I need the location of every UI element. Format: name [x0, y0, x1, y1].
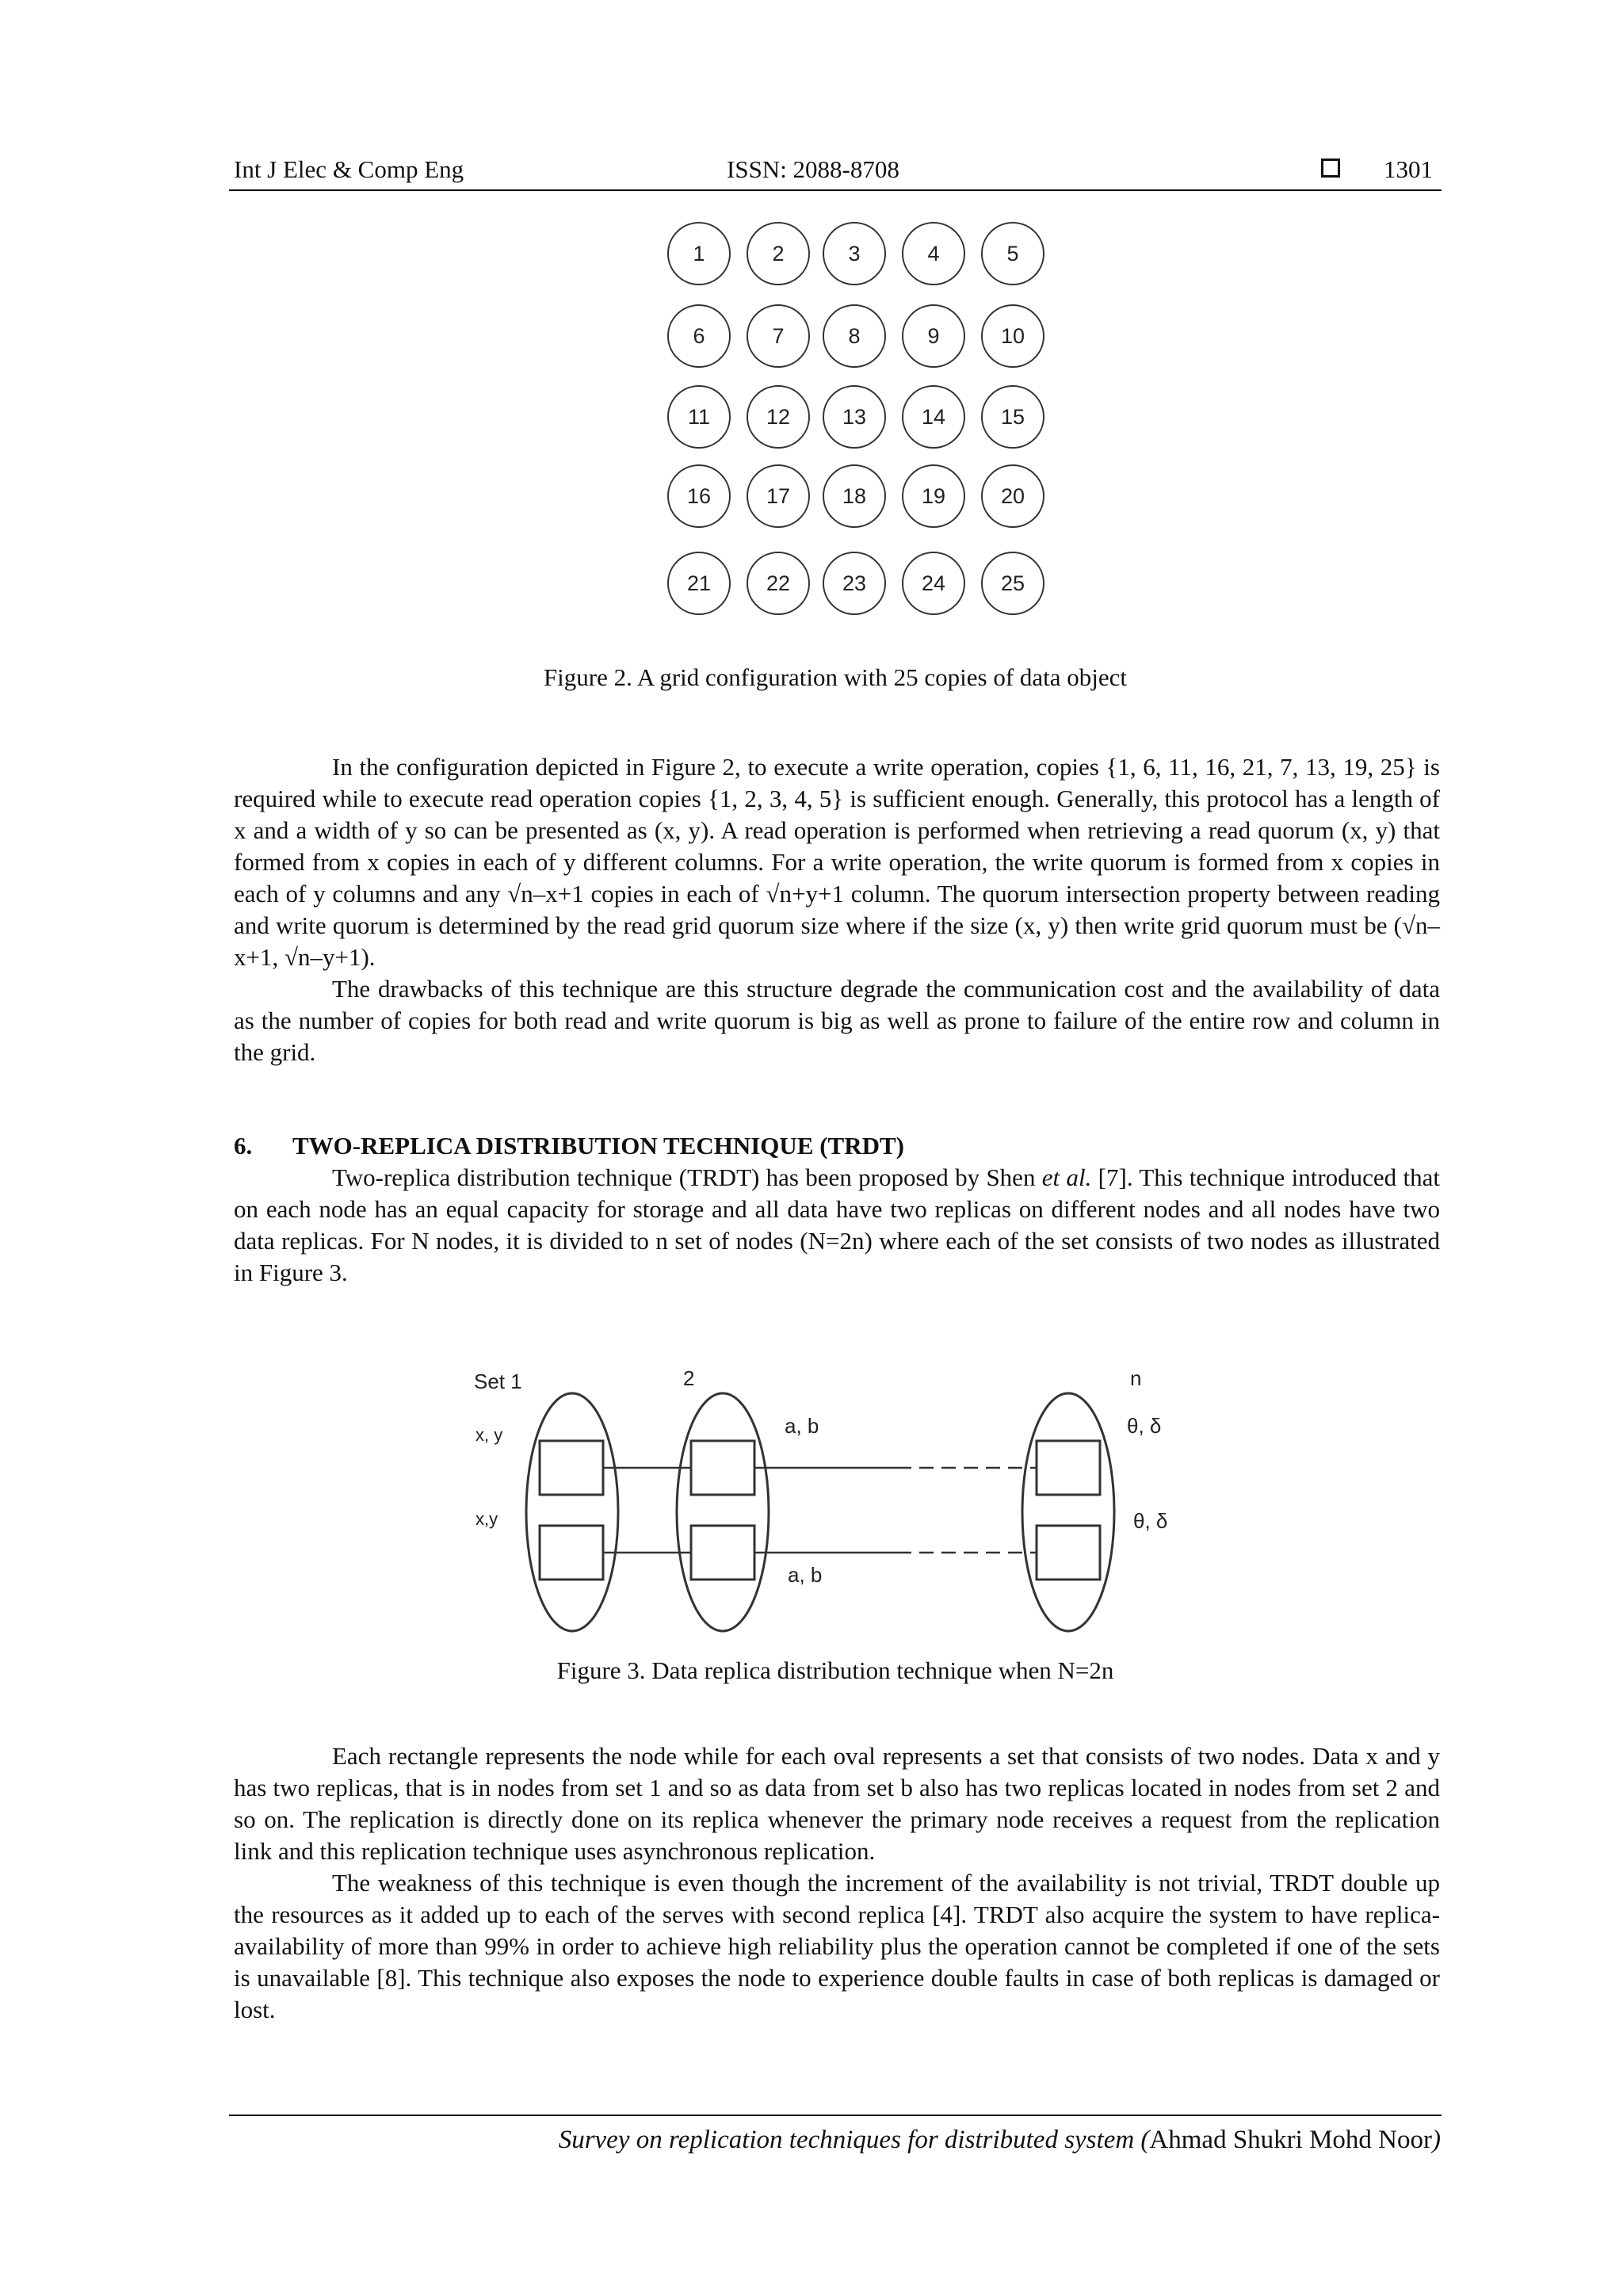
header-rule	[229, 189, 1442, 191]
grid-node: 8	[823, 304, 886, 368]
grid-node: 23	[823, 552, 886, 615]
label-theta-top: θ, δ	[1127, 1414, 1162, 1438]
label-xy-top: x, y	[475, 1425, 503, 1445]
label-xy-bottom: x,y	[475, 1509, 498, 1529]
grid-node: 12	[747, 385, 810, 449]
set-1-oval	[526, 1393, 618, 1631]
grid-node: 2	[747, 222, 810, 285]
journal-name: Int J Elec & Comp Eng	[234, 155, 464, 183]
set-n-oval	[1022, 1393, 1114, 1631]
grid-node: 10	[981, 304, 1044, 368]
grid-node: 11	[667, 385, 731, 449]
footer-author: Ahmad Shukri Mohd Noor	[1149, 2126, 1432, 2154]
grid-node: 18	[823, 464, 886, 528]
figure-2-grid	[650, 212, 1062, 640]
footer-title: Survey on replication techniques for distributed system (	[558, 2126, 1150, 2154]
section-number: 6.	[234, 1132, 253, 1159]
grid-node: 14	[902, 385, 965, 449]
label-set-n: n	[1130, 1366, 1142, 1390]
set-1-node-top	[540, 1441, 603, 1495]
header-box-icon	[1321, 159, 1340, 178]
footer-citation	[559, 2124, 1441, 2156]
grid-node: 21	[667, 552, 731, 615]
grid-node: 6	[667, 304, 731, 368]
grid-node: 25	[981, 552, 1044, 615]
figure-3-caption: Figure 3. Data replica distribution technique when N=2n	[556, 1656, 1114, 1684]
trdt-intro-etal: et al.	[1041, 1163, 1092, 1191]
section-heading	[234, 1130, 904, 1162]
grid-node: 5	[981, 222, 1044, 285]
grid-node: 4	[902, 222, 965, 285]
paragraph-trdt-description: Each rectangle represents the node while for each oval represents a set that consists of two nodes. Data x and y has two replicas, that is in nodes from set 1 and so as data from set b also has two replicas located in nodes from set 2 and so on. The replication is directly done on its replica whenever the primary node receives a request from the replication link and this replication technique uses asynchronous replication.	[234, 1742, 1440, 1865]
grid-node: 1	[667, 222, 731, 285]
section-title: TWO-REPLICA DISTRIBUTION TECHNIQUE (TRDT)	[292, 1132, 904, 1159]
set-1-node-bottom	[540, 1526, 603, 1580]
page-number: 1301	[1384, 155, 1433, 183]
grid-node: 17	[747, 464, 810, 528]
grid-node: 13	[823, 385, 886, 449]
set-2-node-top	[691, 1441, 754, 1495]
set-2-node-bottom	[691, 1526, 754, 1580]
paragraph-grid-drawbacks: The drawbacks of this technique are this structure degrade the communication cost and the availability of data as the number of copies for both read and write quorum is big as well as prone to failure of the entire row and column in the grid.	[234, 975, 1440, 1066]
grid-node: 16	[667, 464, 731, 528]
paragraph-trdt-intro	[234, 1162, 1440, 1289]
label-set-2: 2	[683, 1366, 695, 1390]
grid-node: 19	[902, 464, 965, 528]
grid-node: 20	[981, 464, 1044, 528]
issn: ISSN: 2088-8708	[727, 155, 899, 183]
grid-node: 22	[747, 552, 810, 615]
grid-node: 15	[981, 385, 1044, 449]
footer-rule	[229, 2115, 1442, 2116]
grid-node: 9	[902, 304, 965, 368]
trdt-intro-text-2: [7]. This technique introduced that on each node has an equal capacity for storage and all data have two replicas on different nodes and all nodes have two data replicas. For N nodes, it is divided to n set of nodes (N=2n) where each of the set consists of two nodes as illustrated in Figure 3.	[234, 1163, 1440, 1286]
set-2-oval	[677, 1393, 769, 1631]
figure-3-svg	[468, 1363, 1212, 1633]
set-n-node-bottom	[1037, 1526, 1100, 1580]
label-ab-bottom: a, b	[788, 1563, 823, 1587]
footer-close: )	[1432, 2126, 1441, 2154]
grid-node: 24	[902, 552, 965, 615]
paragraph-grid-quorum: In the configuration depicted in Figure 2, to execute a write operation, copies {1, 6, 11, 16, 21, 7, 13, 19, 25} is required while to execute read operation copies {1, 2, 3, 4, 5} is sufficient enough. Generally, this protocol has a length of x and a width of y so can be presented as (x, y). A read operation is performed when retrieving a read quorum (x, y) that formed from x copies in each of y different columns. For a write operation, the write quorum is formed from x copies in each of y columns and any √n–x+1 copies in each of √n+y+1 column. The quorum intersection property between reading and write quorum is determined by the read grid quorum size where if the size (x, y) then write grid quorum must be (√n–x+1, √n–y+1).	[234, 753, 1440, 971]
label-set-1: Set 1	[474, 1370, 522, 1393]
figure-3-diagram	[468, 1363, 1212, 1633]
trdt-intro-text-1: Two-replica distribution technique (TRDT) has been proposed by Shen	[332, 1163, 1042, 1191]
label-theta-bottom: θ, δ	[1133, 1509, 1168, 1533]
paragraph-trdt-weakness: The weakness of this technique is even though the increment of the availability is not trivial, TRDT double up the resources as it added up to each of the serves with second replica [4]. TRDT also acquire the system to have replica-availability of more than 99% in order to achieve high reliability plus the operation cannot be completed if one of the sets is unavailable [8]. This technique also exposes the node to experience double faults in case of both replicas is damaged or lost.	[234, 1869, 1440, 2023]
grid-node: 3	[823, 222, 886, 285]
figure-2-caption: Figure 2. A grid configuration with 25 copies of data object	[543, 663, 1128, 691]
set-n-node-top	[1037, 1441, 1100, 1495]
label-ab-top: a, b	[785, 1414, 819, 1438]
grid-node: 7	[747, 304, 810, 368]
